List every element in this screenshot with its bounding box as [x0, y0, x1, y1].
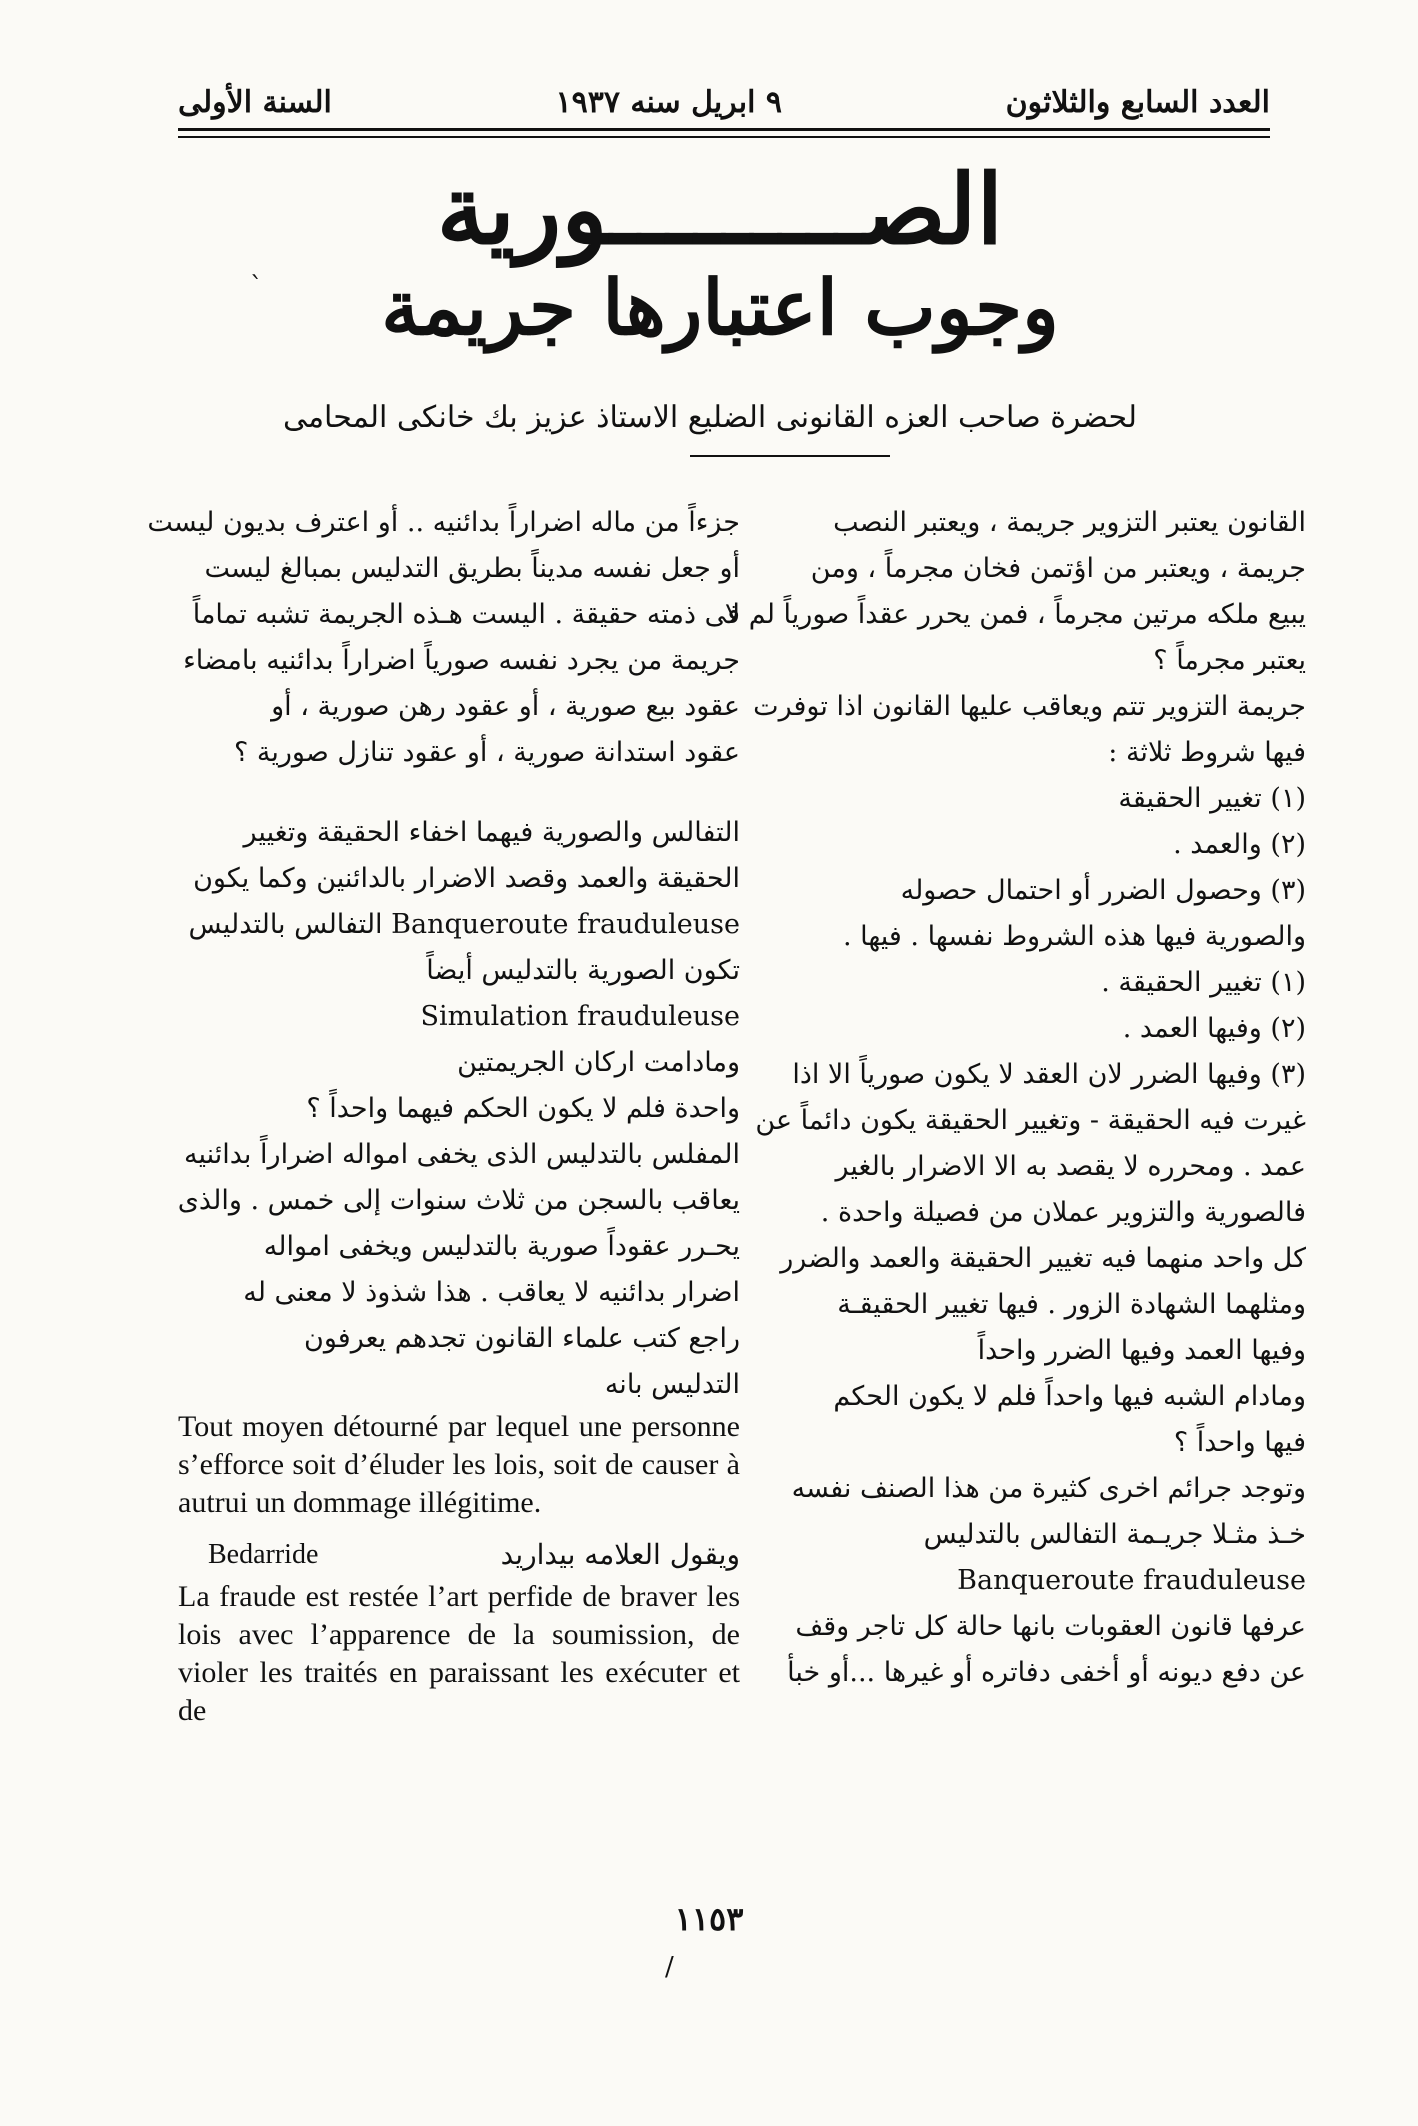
stray-mark: `: [250, 272, 263, 302]
text-line: (٢) والعمد .: [1173, 829, 1306, 860]
text-line: يبيع ملكه مرتين مجرماً ، فمن يحرر عقداً صورياً لم لا: [724, 599, 1306, 630]
text-line: فالصورية والتزوير عملان من فصيلة واحدة .: [820, 1197, 1306, 1228]
issue-date: ٩ ابريل سنه ١٩٣٧: [555, 84, 782, 120]
text-line: ومثلهما الشهادة الزور . فيها تغيير الحقيقـة: [837, 1289, 1306, 1320]
text-line: عن دفع ديونه أو أخفى دفاتره أو غيرها ...أو خبأ: [787, 1657, 1306, 1688]
page-header: [178, 78, 1270, 126]
right-column: [724, 500, 1306, 1900]
text-line: غيرت فيه الحقيقة - وتغيير الحقيقة يكون دائماً عن: [755, 1105, 1306, 1136]
text-line: عقود بيع صورية ، أو عقود رهن صورية ، أو: [271, 691, 740, 722]
stray-mark: /: [665, 1952, 674, 1982]
header-rule: [178, 128, 1270, 131]
left-paragraph-1: [147, 500, 740, 776]
author-byline: لحضرة صاحب العزه القانونى الضليع الاستاذ عزيز بك خانكى المحامى: [282, 400, 1138, 435]
article-title: الصـــــــــورية: [436, 153, 1004, 266]
text-line: المفلس بالتدليس الذى يخفى امواله اضراراً بدائنيه: [183, 1139, 740, 1170]
text-line: جريمة من يجرد نفسه صورياً اضراراً بدائنيه بامضاء: [183, 645, 740, 676]
text-line: الحقيقة والعمد وقصد الاضرار بالدائنين وكما يكون: [193, 863, 740, 894]
header-rule-secondary: [178, 136, 1270, 138]
text-line: عمد . ومحرره لا يقصد به الا الاضرار بالغير: [835, 1151, 1306, 1182]
bedarride-name-fr: Bedarride: [208, 1539, 319, 1570]
text-line: التدليس بانه: [604, 1369, 740, 1400]
text-line: خـذ مثـلا جريـمة التفالس بالتدليس: [923, 1519, 1306, 1550]
french-quote-1: Tout moyen détourné par lequel une personne s’efforce soit d’éluder les lois, soit de causer à autrui un dommage illégitime.: [178, 1410, 740, 1519]
text-line: فيها شروط ثلاثة :: [1108, 737, 1306, 768]
text-line: عقود استدانة صورية ، أو عقود تنازل صورية ؟: [233, 737, 740, 768]
text-line: Banqueroute frauduleuse: [957, 1565, 1306, 1596]
text-line: وتوجد جرائم اخرى كثيرة من هذا الصنف نفسه: [791, 1473, 1306, 1504]
text-line: أو جعل نفسه مديناً بطريق التدليس بمبالغ ليست: [204, 553, 740, 584]
text-line: يعاقب بالسجن من ثلاث سنوات إلى خمس . والذى: [177, 1185, 740, 1216]
text-line: يعتبر مجرماً ؟: [1153, 645, 1306, 676]
text-line: راجع كتب علماء القانون تجدهم يعرفون: [304, 1323, 740, 1354]
bedarride-name-ar: ويقول العلامه بيداريد: [500, 1538, 740, 1571]
text-line: واحدة فلم لا يكون الحكم فيهما واحداً ؟: [306, 1093, 740, 1124]
text-line: (١) تغيير الحقيقة: [1118, 783, 1306, 814]
text-line: والصورية فيها هذه الشروط نفسها . فيها .: [842, 921, 1306, 952]
byline-underline: [690, 455, 890, 457]
text-line: (٣) وحصول الضرر أو احتمال حصوله: [900, 875, 1306, 906]
left-column: [147, 500, 740, 1900]
text-line: (٢) وفيها العمد .: [1122, 1013, 1306, 1044]
page-number: ١١٥٣: [674, 1900, 744, 1938]
text-line: فيها واحداً ؟: [1173, 1427, 1306, 1458]
text-line: جريمة التزوير تتم ويعاقب عليها القانون اذا توفرت: [753, 691, 1306, 722]
french-quote-2: La fraude est restée l’art perfide de braver les lois avec l’apparence de la soumission, de violer les traités en paraissant les exécuter et de: [178, 1580, 740, 1727]
text-line: (٣) وفيها الضرر لان العقد لا يكون صورياً الا اذا: [792, 1059, 1306, 1090]
text-line: وفيها العمد وفيها الضرر واحداً: [977, 1335, 1306, 1366]
article-subtitle: وجوب اعتبارها جريمة: [381, 263, 1059, 352]
text-line: ومادام الشبه فيها واحداً فلم لا يكون الحكم: [833, 1381, 1306, 1412]
text-line: كل واحد منهما فيه تغيير الحقيقة والعمد والضرر: [780, 1243, 1306, 1274]
issue-number: العدد السابع والثلاثون: [1005, 84, 1270, 120]
text-line: (١) تغيير الحقيقة .: [1101, 967, 1306, 998]
text-line: جريمة ، ويعتبر من اؤتمن فخان مجرماً ، ومن: [810, 553, 1306, 584]
left-paragraph-2: [178, 810, 740, 1408]
publication-year: السنة الأولى: [178, 84, 332, 120]
text-line: يحـرر عقوداً صورية بالتدليس ويخفى امواله: [263, 1231, 740, 1262]
text-line: فى ذمته حقيقة . اليست هـذه الجريمة تشبه تماماً: [192, 599, 740, 630]
text-line: جزءاً من ماله اضراراً بدائنيه .. أو اعترف بديون ليست: [147, 507, 740, 538]
text-line: عرفها قانون العقوبات بانها حالة كل تاجر وقف: [795, 1611, 1306, 1642]
text-line: اضرار بدائنيه لا يعاقب . هذا شذوذ لا معنى له: [243, 1277, 740, 1308]
text-line: Banqueroute frauduleuse التفالس بالتدليس: [188, 909, 740, 940]
text-line: Simulation frauduleuse: [420, 1001, 740, 1032]
bedarride-citation: [178, 1532, 740, 1578]
text-line: القانون يعتبر التزوير جريمة ، ويعتبر النصب: [833, 507, 1306, 538]
text-line: ومادامت اركان الجريمتين: [457, 1047, 740, 1078]
text-line: التفالس والصورية فيهما اخفاء الحقيقة وتغيير: [243, 817, 740, 848]
text-line: تكون الصورية بالتدليس أيضاً: [426, 955, 740, 986]
